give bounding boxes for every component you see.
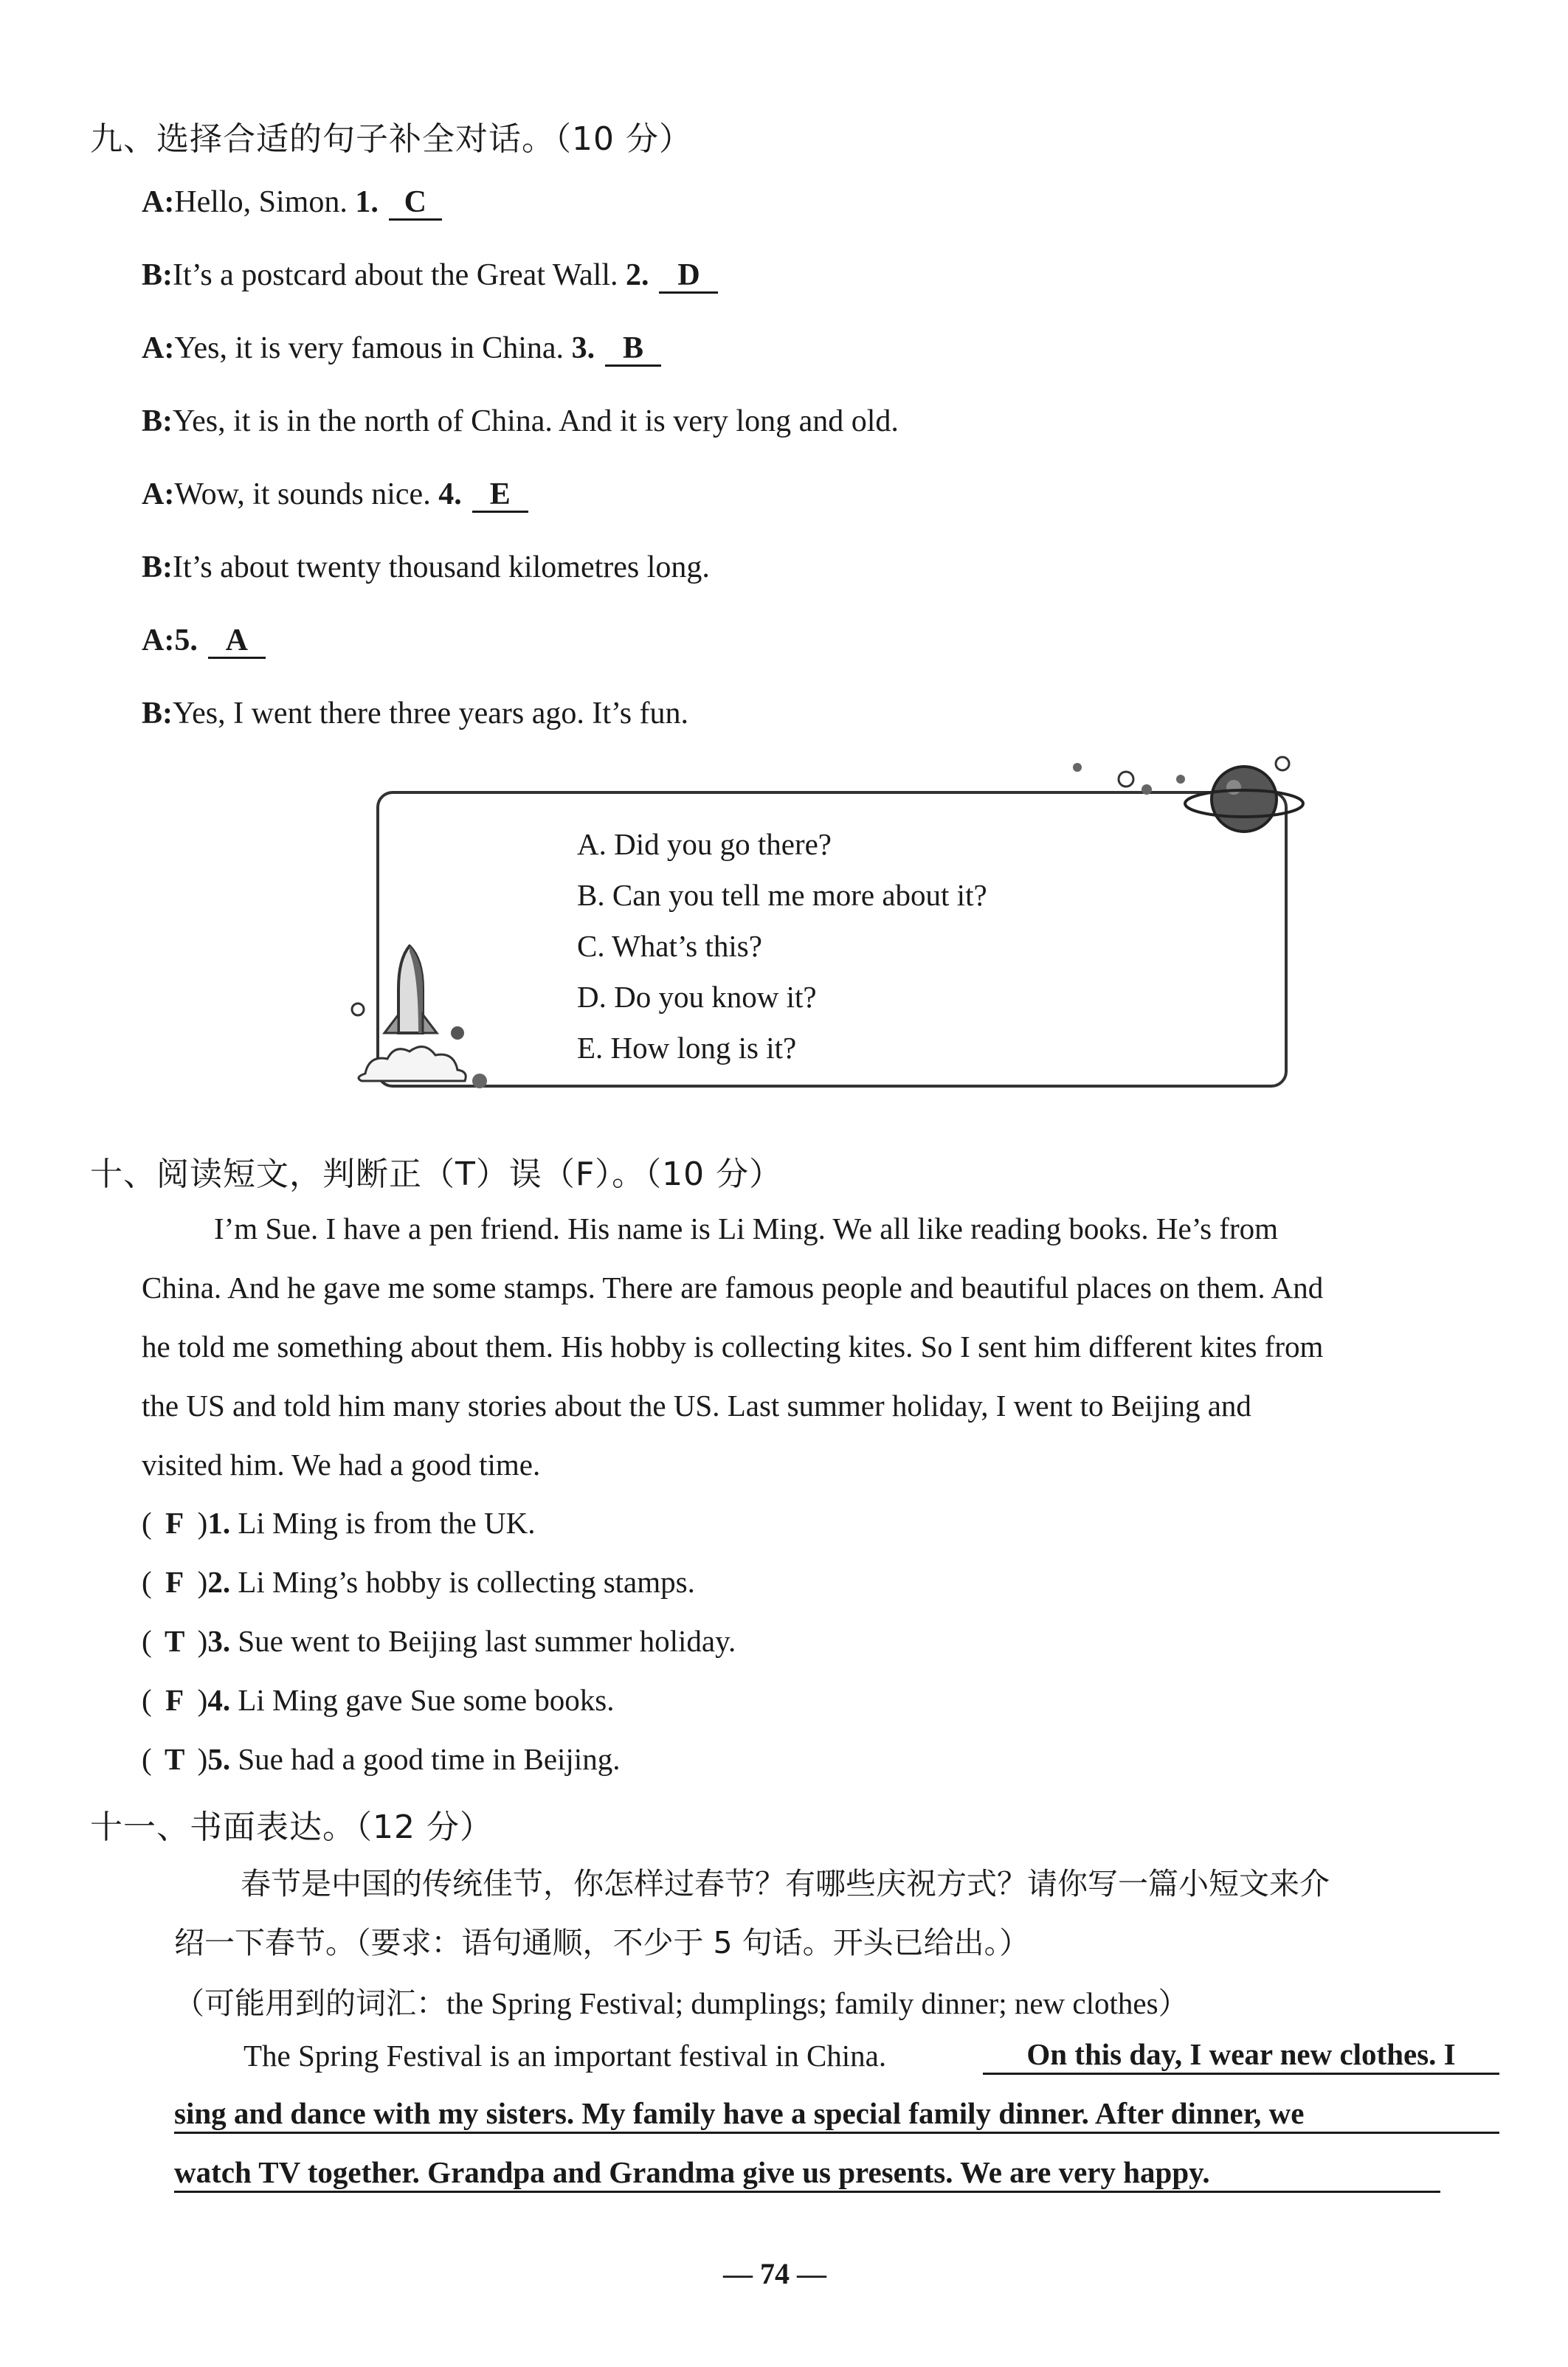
dialogue-text: Yes, I went there three years ago. It’s fun. [173,697,689,730]
dialogue-line-1 [142,184,442,221]
statement-1: ( F )1. Li Ming is from the UK. [142,1506,536,1540]
statement-4: ( F )4. Li Ming gave Sue some books. [142,1683,615,1717]
tf-answer: T [164,1624,185,1658]
speaker: A: [142,185,175,219]
passage-line: I’m Sue. I have a pen friend. His name is Li Ming. We all like reading books. He’s from [214,1212,1278,1245]
speaker: B: [142,550,173,584]
speaker: B: [142,404,173,438]
dialogue-text: Yes, it is in the north of China. And it is very long and old. [173,404,899,438]
stars-icon [1070,760,1188,797]
blank-number: 1. [355,185,379,219]
passage-line: China. And he gave me some stamps. There are famous people and beautiful places on them. And [142,1271,1324,1305]
statement-2: ( F )2. Li Ming’s hobby is collecting stamps. [142,1565,695,1599]
writing-opening: The Spring Festival is an important festival in China. [244,2039,887,2073]
tf-answer: F [165,1683,184,1717]
dialogue-line-2 [142,258,718,294]
tf-answer: T [164,1742,185,1776]
options-box [376,791,1288,1088]
blank-number: 2. [625,258,649,292]
writing-prompt-line-1: 春节是中国的传统佳节，你怎样过春节？有哪些庆祝方式？请你写一篇小短文来介 [241,1866,1330,1901]
section-9-title: 九、选择合适的句子补全对话。（10 分） [90,120,692,158]
statement-number: 4. [207,1683,231,1717]
speaker: A: [142,477,175,511]
dialogue-text: Hello, Simon. [174,185,356,219]
dialogue-text: It’s a postcard about the Great Wall. [173,258,626,292]
answer-line-1: On this day, I wear new clothes. I [983,2038,1499,2075]
answer-blank: E [472,478,528,513]
statement-5: ( T )5. Sue had a good time in Beijing. [142,1742,621,1776]
dialogue-line-6 [142,550,710,585]
answer-blank: A [208,624,266,659]
statement-number: 3. [207,1624,231,1658]
blank-number: 5. [174,623,198,657]
option-d: D. Do you know it? [577,980,817,1014]
statement-3: ( T )3. Sue went to Beijing last summer holiday. [142,1624,736,1658]
statement-text: Sue went to Beijing last summer holiday. [238,1624,736,1658]
answer-line-2: sing and dance with my sisters. My family have a special family dinner. After dinner, we [174,2097,1499,2134]
rocket-icon [336,944,505,1099]
speaker: B: [142,258,173,292]
answer-blank: B [605,332,661,367]
tf-answer: F [165,1506,184,1540]
tf-answer: F [165,1565,184,1599]
option-b: B. Can you tell me more about it? [577,878,987,912]
statement-text: Li Ming’s hobby is collecting stamps. [238,1565,695,1599]
statement-number: 2. [207,1565,231,1599]
statement-text: Li Ming is from the UK. [238,1506,536,1540]
writing-prompt-line-2: 绍一下春节。（要求：语句通顺，不少于 5 句话。开头已给出。） [174,1925,1030,1960]
dialogue-text: Wow, it sounds nice. [174,477,439,511]
speaker: A: [142,623,175,657]
statement-text: Li Ming gave Sue some books. [238,1683,615,1717]
dialogue-text: Yes, it is very famous in China. [174,331,572,365]
passage-line: visited him. We had a good time. [142,1448,541,1482]
passage-line: the US and told him many stories about the US. Last summer holiday, I went to Beijing and [142,1389,1251,1423]
answer-blank: D [659,259,718,294]
speaker: A: [142,331,175,365]
passage-line: he told me something about them. His hobby is collecting kites. So I sent him different kites from [142,1330,1324,1364]
dialogue-line-5 [142,477,528,513]
option-c: C. What’s this? [577,929,762,963]
page-number: — 74 — [723,2257,826,2290]
statement-number: 1. [207,1506,231,1540]
answer-line-3: watch TV together. Grandpa and Grandma give us presents. We are very happy. [174,2156,1440,2193]
statement-number: 5. [207,1742,231,1776]
blank-number: 3. [571,331,595,365]
dialogue-line-4 [142,404,899,439]
answer-blank: C [389,186,442,221]
section-10-title: 十、阅读短文，判断正（T）误（F）。（10 分） [90,1155,783,1193]
speaker: B: [142,697,173,730]
statement-text: Sue had a good time in Beijing. [238,1742,621,1776]
dialogue-text: It’s about twenty thousand kilometres long. [173,550,710,584]
dialogue-line-7 [142,623,266,659]
blank-number: 4. [438,477,462,511]
vocabulary-hint: （可能用到的词汇：the Spring Festival; dumplings; family dinner; new clothes） [174,1986,1189,2020]
dialogue-line-8 [142,696,688,731]
option-a: A. Did you go there? [577,827,832,861]
option-e: E. How long is it? [577,1031,797,1065]
section-11-title: 十一、书面表达。（12 分） [90,1808,493,1846]
planet-icon [1173,749,1306,845]
dialogue-line-3 [142,331,661,367]
